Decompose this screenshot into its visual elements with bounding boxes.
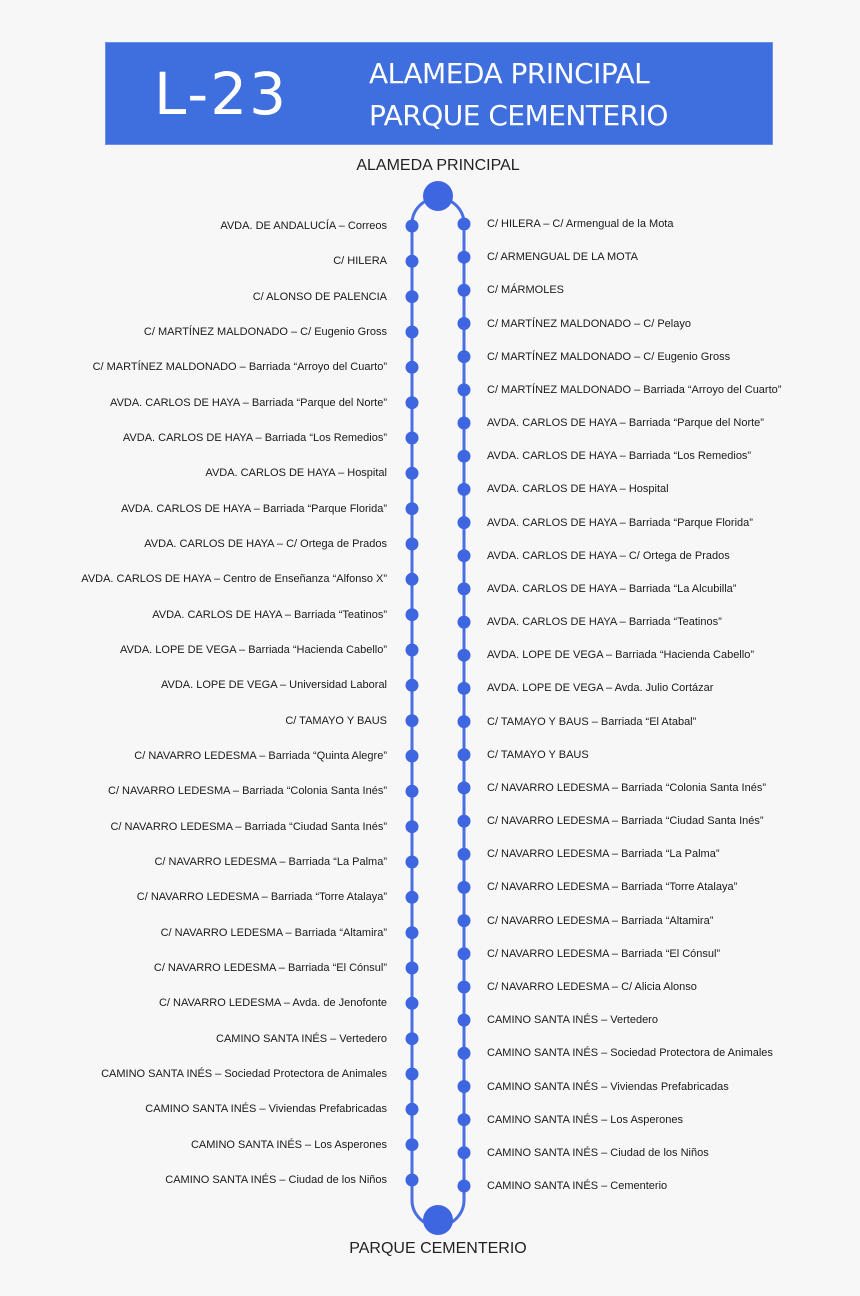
stop-dot-right bbox=[458, 417, 471, 430]
stop-dot-left bbox=[406, 997, 419, 1010]
stop-label-left: AVDA. CARLOS DE HAYA – Barriada “Parque Florida” bbox=[121, 502, 387, 515]
stop-dot-right bbox=[458, 1047, 471, 1060]
stop-label-right: AVDA. LOPE DE VEGA – Avda. Julio Cortázar bbox=[487, 682, 714, 695]
stop-dot-right bbox=[458, 549, 471, 562]
stop-dot-right bbox=[458, 848, 471, 861]
stop-dot-right bbox=[458, 350, 471, 363]
stop-label-right: C/ NAVARRO LEDESMA – Barriada “Ciudad Santa Inés” bbox=[487, 815, 764, 828]
stop-label-right: C/ NAVARRO LEDESMA – Barriada “Torre Atalaya” bbox=[487, 881, 738, 894]
destination-origin: ALAMEDA PRINCIPAL bbox=[369, 57, 650, 90]
stop-label-right: AVDA. CARLOS DE HAYA – Barriada “Teatinos” bbox=[487, 616, 722, 629]
stop-dot-right bbox=[458, 815, 471, 828]
stop-label-left: C/ NAVARRO LEDESMA – Barriada “Altamira” bbox=[160, 926, 387, 939]
stop-label-right: C/ NAVARRO LEDESMA – Barriada “La Palma” bbox=[487, 848, 720, 861]
stop-dot-right bbox=[458, 947, 471, 960]
stop-dot-left bbox=[406, 361, 419, 374]
stop-dot-left bbox=[406, 573, 419, 586]
terminal-bottom-label: PARQUE CEMENTERIO bbox=[349, 1240, 527, 1257]
stop-label-right: C/ HILERA – C/ Armengual de la Mota bbox=[487, 218, 674, 230]
stop-label-right: C/ NAVARRO LEDESMA – C/ Alicia Alonso bbox=[487, 981, 697, 993]
stop-dot-left bbox=[406, 1138, 419, 1151]
stop-dot-left bbox=[406, 220, 419, 233]
stop-label-right: C/ MARTÍNEZ MALDONADO – C/ Eugenio Gross bbox=[487, 350, 731, 363]
stop-dot-right bbox=[458, 881, 471, 894]
stop-label-left: C/ NAVARRO LEDESMA – Barriada “Quinta Alegre” bbox=[134, 750, 387, 762]
stop-dot-right bbox=[458, 1180, 471, 1193]
stop-label-right: C/ MARTÍNEZ MALDONADO – Barriada “Arroyo del Cuarto” bbox=[487, 383, 782, 396]
stop-label-left: C/ NAVARRO LEDESMA – Barriada “Colonia Santa Inés” bbox=[108, 785, 387, 798]
stop-label-left: C/ TAMAYO Y BAUS bbox=[285, 714, 387, 727]
stop-label-left: AVDA. CARLOS DE HAYA – Hospital bbox=[205, 467, 387, 480]
stop-dot-left bbox=[406, 644, 419, 657]
stop-dot-left bbox=[406, 1068, 419, 1081]
stop-dot-left bbox=[406, 608, 419, 621]
stop-label-right: CAMINO SANTA INÉS – Viviendas Prefabricadas bbox=[487, 1080, 729, 1093]
stop-dot-left bbox=[406, 679, 419, 692]
stop-dot-right bbox=[458, 1080, 471, 1093]
stop-label-right: C/ NAVARRO LEDESMA – Barriada “El Cónsul” bbox=[487, 947, 721, 960]
stop-label-left: C/ MARTÍNEZ MALDONADO – C/ Eugenio Gross bbox=[143, 326, 387, 338]
terminal-top-label: ALAMEDA PRINCIPAL bbox=[356, 157, 520, 174]
stop-dot-right bbox=[458, 1113, 471, 1126]
stop-label-right: C/ NAVARRO LEDESMA – Barriada “Colonia Santa Inés” bbox=[487, 781, 766, 794]
stop-dot-left bbox=[406, 290, 419, 303]
stop-label-right: CAMINO SANTA INÉS – Ciudad de los Niños bbox=[487, 1146, 709, 1159]
stop-dot-left bbox=[406, 255, 419, 268]
stop-label-left: C/ ALONSO DE PALENCIA bbox=[252, 290, 387, 303]
stop-label-right: AVDA. CARLOS DE HAYA – C/ Ortega de Prados bbox=[487, 549, 730, 562]
stop-label-left: C/ HILERA bbox=[333, 255, 387, 268]
stop-dot-left bbox=[406, 856, 419, 869]
stop-label-right: AVDA. CARLOS DE HAYA – Barriada “Parque Florida” bbox=[487, 516, 753, 529]
stop-label-left: C/ NAVARRO LEDESMA – Barriada “Ciudad Santa Inés” bbox=[110, 820, 387, 833]
stop-dot-left bbox=[406, 396, 419, 409]
stop-dot-right bbox=[458, 582, 471, 595]
stop-label-left: AVDA. LOPE DE VEGA – Barriada “Hacienda Cabello” bbox=[120, 644, 387, 656]
stop-dot-right bbox=[458, 450, 471, 463]
stop-dot-right bbox=[458, 914, 471, 927]
stop-label-left: CAMINO SANTA INÉS – Ciudad de los Niños bbox=[165, 1174, 387, 1186]
stop-label-right: AVDA. CARLOS DE HAYA – Barriada “Los Remedios” bbox=[487, 450, 752, 463]
stop-label-left: AVDA. CARLOS DE HAYA – Centro de Enseñanza “Alfonso X” bbox=[81, 573, 387, 586]
stop-label-right: CAMINO SANTA INÉS – Los Asperones bbox=[487, 1113, 684, 1126]
stop-dot-left bbox=[406, 820, 419, 833]
stop-dot-left bbox=[406, 750, 419, 763]
stop-label-right: C/ MARTÍNEZ MALDONADO – C/ Pelayo bbox=[487, 317, 691, 330]
stop-dot-right bbox=[458, 317, 471, 330]
stop-dot-left bbox=[406, 714, 419, 727]
stop-label-right: C/ ARMENGUAL DE LA MOTA bbox=[487, 251, 638, 264]
stop-dot-left bbox=[406, 891, 419, 904]
stop-label-left: C/ MARTÍNEZ MALDONADO – Barriada “Arroyo del Cuarto” bbox=[92, 361, 387, 374]
stop-dot-right bbox=[458, 284, 471, 297]
stop-label-left: CAMINO SANTA INÉS – Viviendas Prefabricadas bbox=[145, 1103, 387, 1116]
stop-label-right: CAMINO SANTA INÉS – Cementerio bbox=[487, 1180, 668, 1192]
stop-label-right: AVDA. CARLOS DE HAYA – Barriada “Parque del Norte” bbox=[487, 417, 764, 429]
stop-label-left: AVDA. DE ANDALUCÍA – Correos bbox=[220, 220, 387, 232]
stop-label-right: C/ TAMAYO Y BAUS bbox=[487, 748, 589, 761]
stop-dot-right bbox=[458, 649, 471, 662]
stop-dot-right bbox=[458, 616, 471, 629]
stop-dot-right bbox=[458, 1014, 471, 1027]
stop-dot-right bbox=[458, 748, 471, 761]
stop-label-left: C/ NAVARRO LEDESMA – Barriada “La Palma” bbox=[154, 856, 387, 868]
line-code: L-23 bbox=[154, 60, 289, 128]
stop-label-right: CAMINO SANTA INÉS – Sociedad Protectora de Animales bbox=[487, 1047, 773, 1060]
stop-label-left: AVDA. CARLOS DE HAYA – Barriada “Teatinos” bbox=[152, 608, 387, 621]
stop-dot-left bbox=[406, 962, 419, 975]
stop-label-left: CAMINO SANTA INÉS – Sociedad Protectora de Animales bbox=[101, 1068, 387, 1080]
stop-label-left: CAMINO SANTA INÉS – Vertedero bbox=[216, 1032, 387, 1045]
stop-label-right: C/ MÁRMOLES bbox=[487, 284, 565, 297]
stop-dot-left bbox=[406, 1032, 419, 1045]
stop-label-left: AVDA. CARLOS DE HAYA – C/ Ortega de Prados bbox=[144, 538, 387, 550]
stop-dot-right bbox=[458, 383, 471, 396]
stop-dot-left bbox=[406, 502, 419, 515]
stop-label-right: CAMINO SANTA INÉS – Vertedero bbox=[487, 1014, 658, 1027]
stop-label-left: C/ NAVARRO LEDESMA – Barriada “El Cónsul” bbox=[153, 962, 387, 974]
stop-label-left: C/ NAVARRO LEDESMA – Avda. de Jenofonte bbox=[158, 997, 387, 1010]
stop-label-right: C/ NAVARRO LEDESMA – Barriada “Altamira” bbox=[487, 914, 714, 927]
stop-label-right: AVDA. LOPE DE VEGA – Barriada “Hacienda Cabello” bbox=[487, 649, 754, 662]
stop-label-right: C/ TAMAYO Y BAUS – Barriada “El Atabal” bbox=[487, 715, 697, 728]
stop-dot-left bbox=[406, 326, 419, 339]
stop-dot-left bbox=[406, 432, 419, 445]
stop-dot-right bbox=[458, 781, 471, 794]
stop-dot-left bbox=[406, 467, 419, 480]
stop-dot-right bbox=[458, 715, 471, 728]
stop-dot-right bbox=[458, 981, 471, 994]
stop-dot-right bbox=[458, 682, 471, 695]
stop-dot-right bbox=[458, 1146, 471, 1159]
stop-label-right: AVDA. CARLOS DE HAYA – Barriada “La Alcubilla” bbox=[487, 582, 737, 595]
stop-dot-right bbox=[458, 516, 471, 529]
stop-dot-right bbox=[458, 218, 471, 231]
stop-label-left: C/ NAVARRO LEDESMA – Barriada “Torre Atalaya” bbox=[136, 891, 387, 904]
stop-label-left: AVDA. CARLOS DE HAYA – Barriada “Parque del Norte” bbox=[110, 396, 387, 409]
stop-dot-left bbox=[406, 1103, 419, 1116]
stop-label-left: CAMINO SANTA INÉS – Los Asperones bbox=[190, 1138, 387, 1151]
terminal-bottom-marker bbox=[423, 1205, 453, 1235]
stop-dot-right bbox=[458, 483, 471, 496]
stop-label-right: AVDA. CARLOS DE HAYA – Hospital bbox=[487, 483, 669, 496]
stop-dot-right bbox=[458, 251, 471, 264]
terminal-top-marker bbox=[423, 181, 453, 211]
stop-dot-left bbox=[406, 1174, 419, 1187]
stop-label-left: AVDA. CARLOS DE HAYA – Barriada “Los Remedios” bbox=[122, 432, 387, 444]
stop-dot-left bbox=[406, 926, 419, 939]
stop-dot-left bbox=[406, 785, 419, 798]
route-loop-line bbox=[412, 198, 464, 1226]
stop-dot-left bbox=[406, 538, 419, 551]
destination-end: PARQUE CEMENTERIO bbox=[369, 99, 668, 132]
stop-label-left: AVDA. LOPE DE VEGA – Universidad Laboral bbox=[160, 679, 387, 692]
